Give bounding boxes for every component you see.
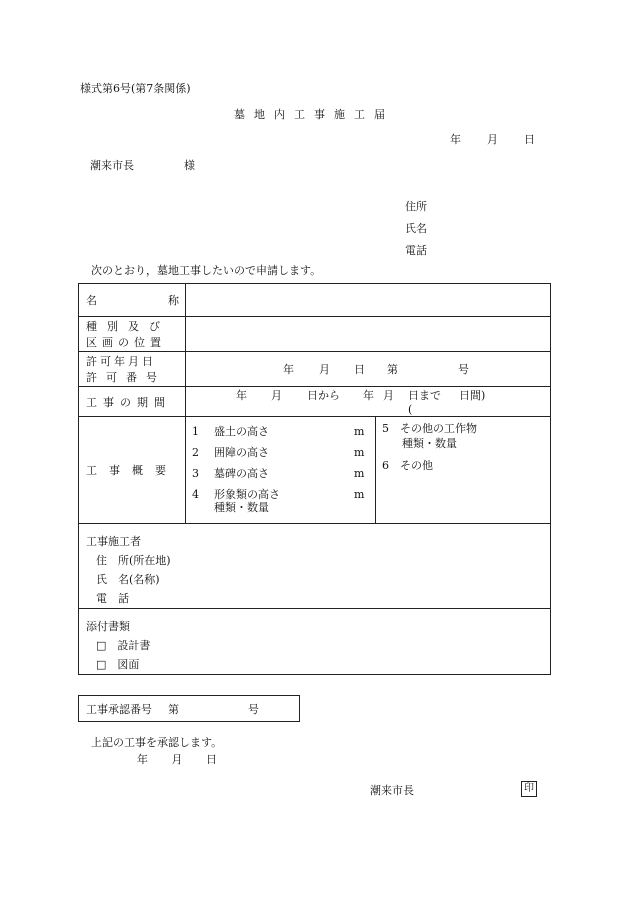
period-month-1: 月	[271, 389, 282, 402]
approval-year: 年	[137, 753, 148, 766]
overview-item-unit: m	[354, 425, 365, 438]
overview-left	[186, 417, 376, 523]
date-month: 月	[487, 133, 498, 146]
period-year-1: 年	[236, 389, 247, 402]
overview-item-unit: m	[354, 488, 365, 501]
intro-text: 次のとおり，墓地工事したいので申請します。	[91, 264, 322, 277]
application-table	[78, 283, 551, 675]
approval-month: 月	[171, 753, 183, 766]
period-month-2: 月	[383, 389, 394, 402]
overview-item-sub: 種類・数量	[402, 437, 457, 450]
overview-item-text: 盛土の高さ	[214, 425, 269, 438]
period-day-2: 日まで(	[408, 389, 441, 416]
approval-number-no: 第	[168, 702, 179, 716]
attachments-cell	[79, 609, 551, 675]
applicant-name-label: 氏名	[405, 222, 427, 235]
addressee-name: 潮来市長	[90, 159, 134, 172]
period-year-2: 年	[363, 389, 374, 402]
overview-item-text: 形象類の高さ	[214, 488, 280, 501]
period-days: 日間)	[459, 389, 486, 402]
applicant-address-label: 住所	[405, 200, 427, 213]
contractor-cell[interactable]	[79, 524, 551, 609]
mayor-signature: 潮来市長	[370, 784, 414, 797]
name-label-cell	[79, 284, 186, 317]
name-label-char-1: 名	[86, 294, 97, 307]
approval-day: 日	[206, 753, 217, 766]
attachments-heading: 添付書類	[86, 620, 130, 633]
overview-item-text: 囲障の高さ	[214, 446, 269, 459]
overview-label-cell	[79, 417, 186, 524]
name-label-char-2: 称	[168, 294, 179, 307]
addressee-honorific: 様	[184, 159, 195, 172]
attachment-design-checkbox[interactable]: □ 設計書	[96, 639, 151, 652]
seal-stamp: 印	[521, 781, 537, 797]
overview-item	[186, 442, 375, 463]
overview-item-num: 4	[192, 488, 199, 501]
name-label	[86, 292, 179, 308]
overview-item-unit: m	[354, 446, 365, 459]
overview-item-num: 3	[192, 467, 199, 480]
approval-date	[137, 751, 217, 767]
date-day: 日	[524, 133, 535, 146]
overview-item-num: 1	[192, 425, 199, 438]
overview-item-text: その他の工作物	[400, 422, 477, 435]
type-label-line-2: 区画の位置	[86, 335, 166, 349]
permit-go: 号	[458, 363, 469, 376]
applicant-phone-label: 電話	[405, 244, 427, 257]
permit-no: 第	[387, 363, 398, 376]
permit-value-cell[interactable]	[186, 352, 551, 387]
contractor-name-label: 氏 名(名称)	[96, 573, 160, 586]
permit-month: 月	[319, 363, 330, 376]
permit-day: 日	[354, 363, 365, 376]
overview-label: 工事概要	[86, 464, 178, 477]
overview-item-unit: m	[354, 467, 365, 480]
overview-item-text: 墓碑の高さ	[214, 467, 269, 480]
overview-item-num: 2	[192, 446, 199, 459]
contractor-address-label: 住 所(所在地)	[96, 554, 171, 567]
approval-number-box[interactable]	[78, 695, 300, 722]
overview-item-sub: 種類・数量	[214, 501, 269, 514]
approval-text: 上記の工事を承認します。	[91, 736, 223, 749]
overview-right	[376, 417, 550, 523]
approval-number-go: 号	[248, 702, 259, 716]
contractor-phone-label: 電 話	[96, 592, 129, 605]
overview-item-num: 6	[382, 459, 389, 472]
type-label-cell	[79, 317, 186, 352]
permit-year: 年	[283, 363, 294, 376]
permit-label-line-2: 許可番号	[86, 370, 166, 384]
date-year: 年	[450, 133, 461, 146]
period-value-cell[interactable]	[186, 387, 551, 417]
approval-number-label: 工事承認番号	[86, 702, 152, 716]
period-label: 工事の期間	[86, 395, 171, 409]
submission-date	[450, 131, 535, 147]
type-value-cell[interactable]	[186, 317, 551, 352]
permit-label-line-1: 許可年月日	[86, 354, 156, 368]
overview-item	[186, 463, 375, 484]
permit-label-cell	[79, 352, 186, 387]
overview-item	[186, 421, 375, 442]
contractor-heading: 工事施工者	[86, 535, 141, 548]
name-value-cell[interactable]	[186, 284, 551, 317]
period-label-cell	[79, 387, 186, 417]
overview-item-num: 5	[382, 422, 389, 435]
overview-item-text: その他	[400, 459, 433, 472]
attachment-drawing-checkbox[interactable]: □ 図面	[96, 658, 140, 671]
overview-value-cell	[186, 417, 551, 524]
period-day-1: 日から	[307, 389, 340, 402]
form-number: 様式第6号(第7条関係)	[80, 82, 191, 95]
type-label-line-1: 種別及び	[86, 319, 170, 333]
document-title: 墓地内工事施工届	[234, 108, 394, 121]
